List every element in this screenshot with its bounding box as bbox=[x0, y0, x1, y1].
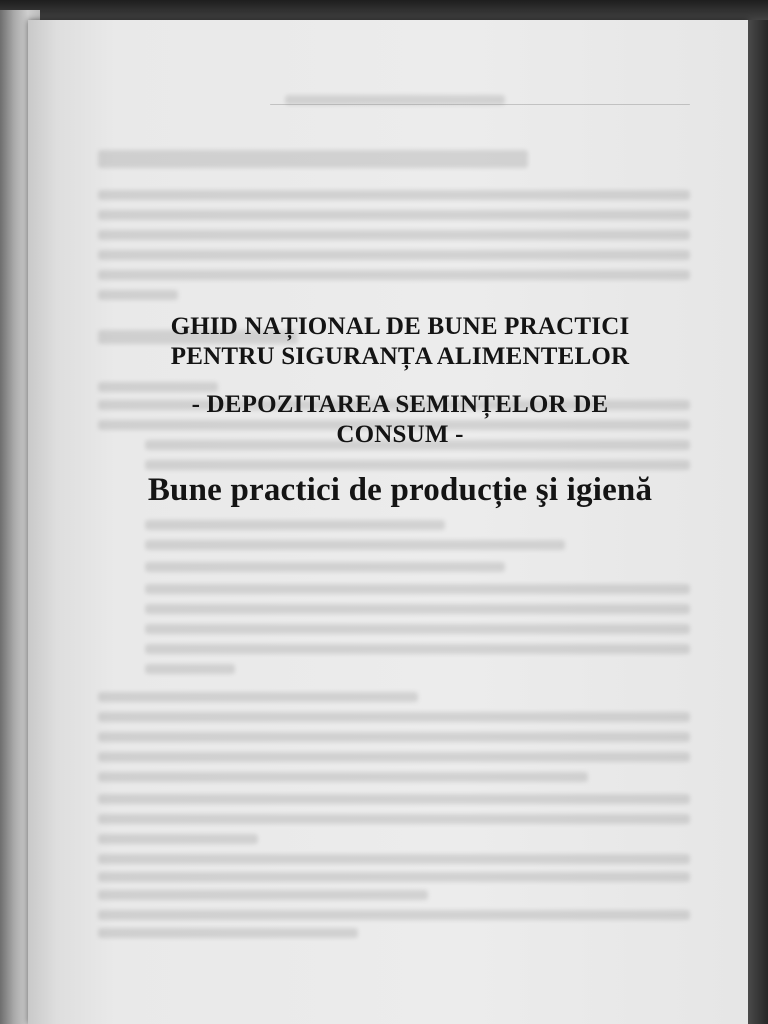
subtitle-line-1: - DEPOZITAREA SEMINȚELOR DE bbox=[191, 391, 609, 418]
guide-title-line-1: GHID NAȚIONAL DE BUNE PRACTICI bbox=[170, 313, 630, 340]
subtitle-line-2: CONSUM - bbox=[336, 421, 464, 448]
title-block bbox=[60, 312, 740, 543]
scanner-shadow-right bbox=[748, 20, 768, 1024]
tagline: Bune practici de producție şi igienă bbox=[147, 472, 653, 508]
guide-title-line-2: PENTRU SIGURANȚA ALIMENTELOR bbox=[170, 343, 630, 370]
